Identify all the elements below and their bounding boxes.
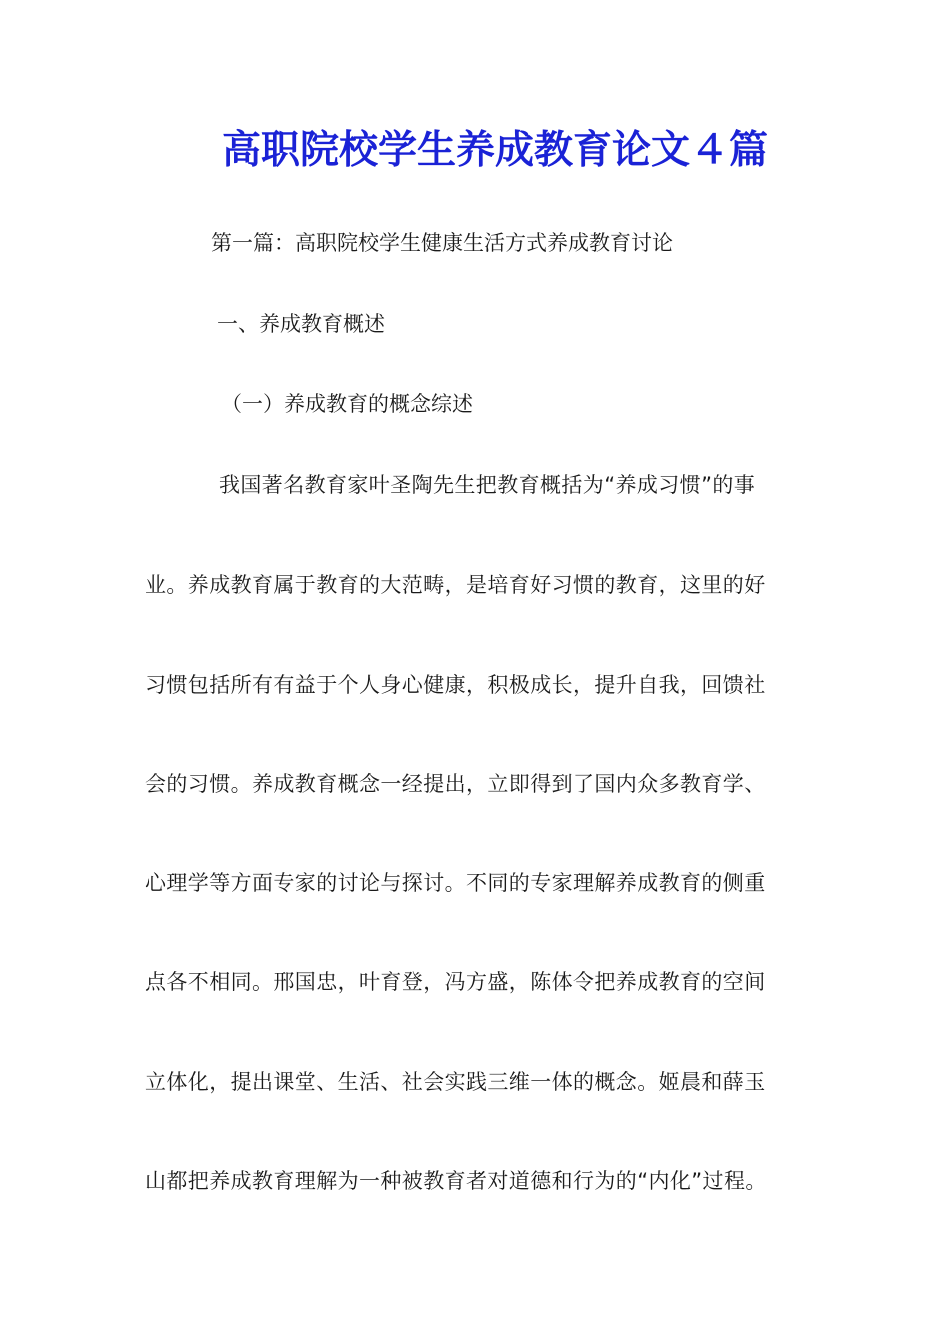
paragraph-line: 业。养成教育属于教育的大范畴，是培育好习惯的教育，这里的好 bbox=[145, 573, 766, 597]
document-title: 高职院校学生养成教育论文４篇 bbox=[221, 127, 768, 173]
paragraph-line: 我国著名教育家叶圣陶先生把教育概括为“养成习惯”的事 bbox=[219, 473, 756, 497]
paragraph-line: 心理学等方面专家的讨论与探讨。不同的专家理解养成教育的侧重 bbox=[145, 871, 766, 895]
heading-level-1: 一、养成教育概述 bbox=[217, 312, 385, 336]
paragraph-line: 点各不相同。邢国忠，叶育登，冯方盛，陈体令把养成教育的空间 bbox=[145, 970, 766, 994]
heading-level-2: （一）养成教育的概念综述 bbox=[221, 392, 473, 416]
paragraph-line: 习惯包括所有有益于个人身心健康，积极成长，提升自我，回馈社 bbox=[145, 673, 766, 697]
paragraph-line: 立体化，提出课堂、生活、社会实践三维一体的概念。姬晨和薛玉 bbox=[145, 1070, 766, 1094]
paragraph-line: 会的习惯。养成教育概念一经提出，立即得到了国内众多教育学、 bbox=[145, 772, 766, 796]
section-subtitle: 第一篇：高职院校学生健康生活方式养成教育讨论 bbox=[211, 231, 673, 255]
paragraph-line: 山都把养成教育理解为一种被教育者对道德和行为的“内化”过程。 bbox=[145, 1169, 767, 1193]
